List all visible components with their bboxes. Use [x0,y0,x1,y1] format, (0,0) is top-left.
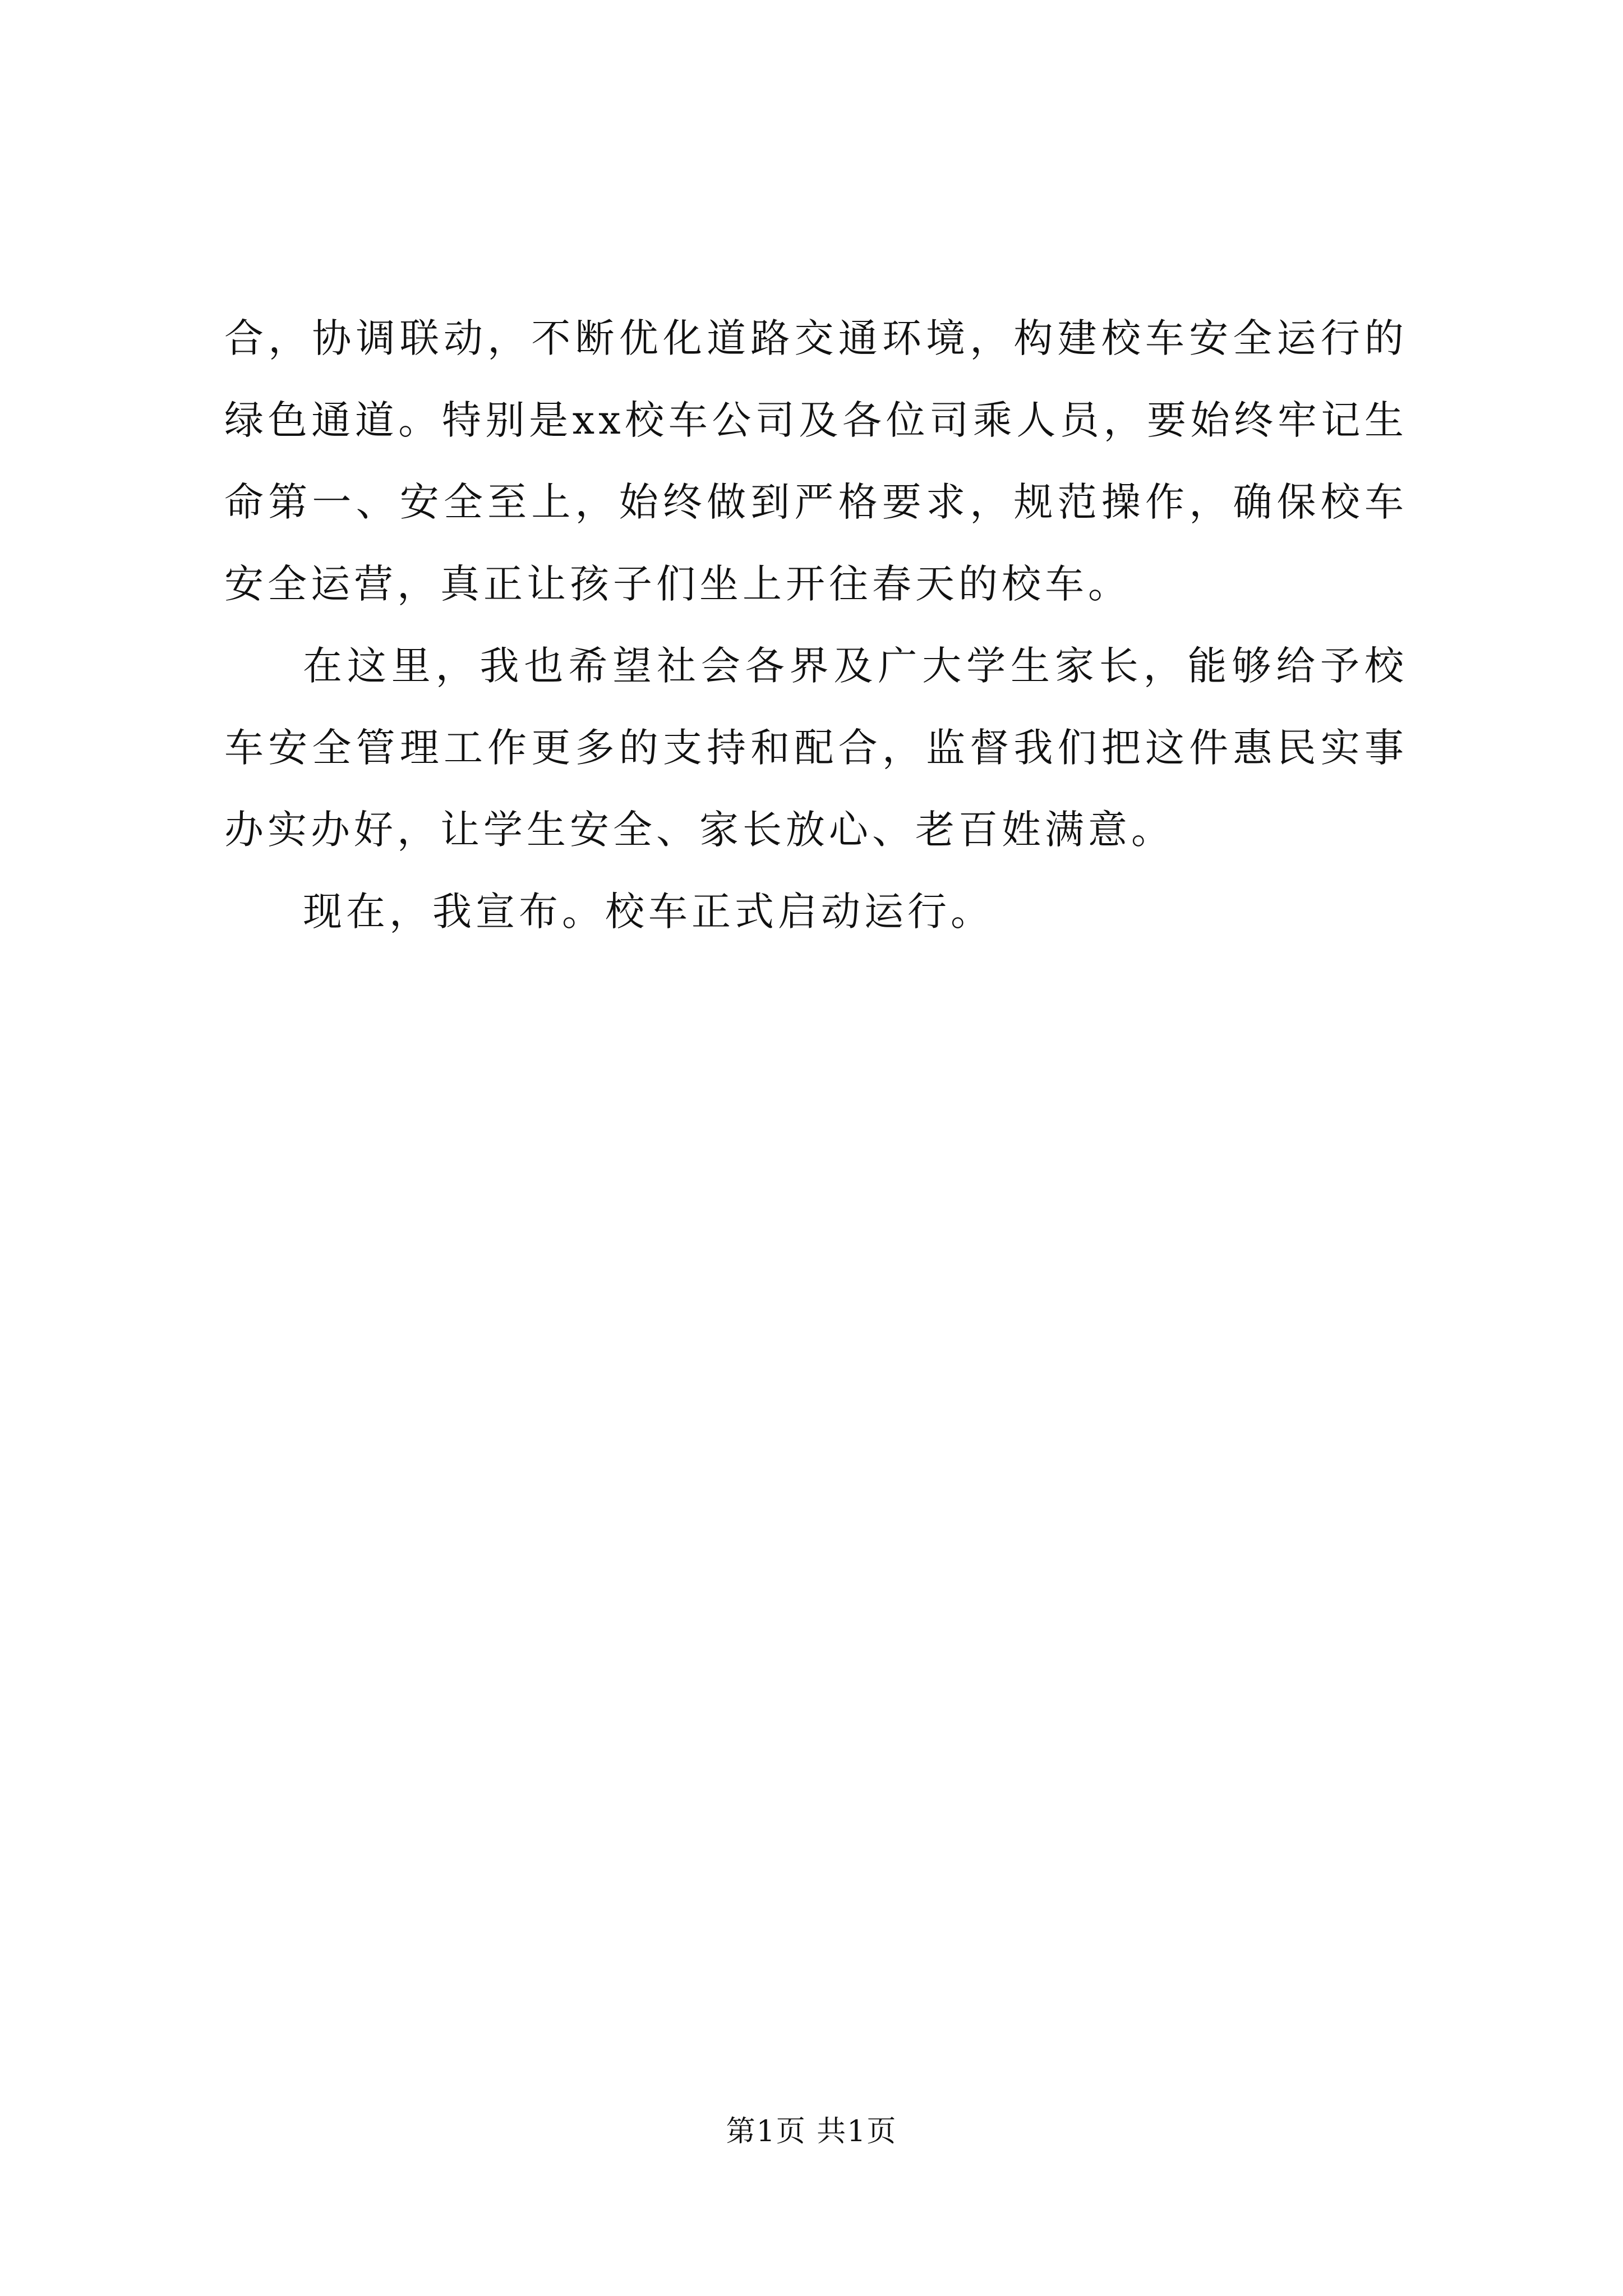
paragraph-appeal: 在这里，我也希望社会各界及广大学生家长，能够给予校车安全管理工作更多的支持和配合，监督我们把这件惠民实事办实办好，让学生安全、家长放心、老百姓满意。 [224,643,1408,853]
paragraph-continuation: 合，协调联动，不断优化道路交通环境，构建校车安全运行的绿色通道。特别是xx校车公司及各位司乘人员，要始终牢记生命第一、安全至上，始终做到严格要求，规范操作，确保校车安全运营，真正让孩子们坐上开往春天的校车。 [224,315,1408,607]
paragraph-announcement: 现在，我宣布。校车正式启动运行。 [303,889,994,935]
page-footer: 第1页 共1页 [726,2115,897,2148]
document-body [224,297,1408,953]
